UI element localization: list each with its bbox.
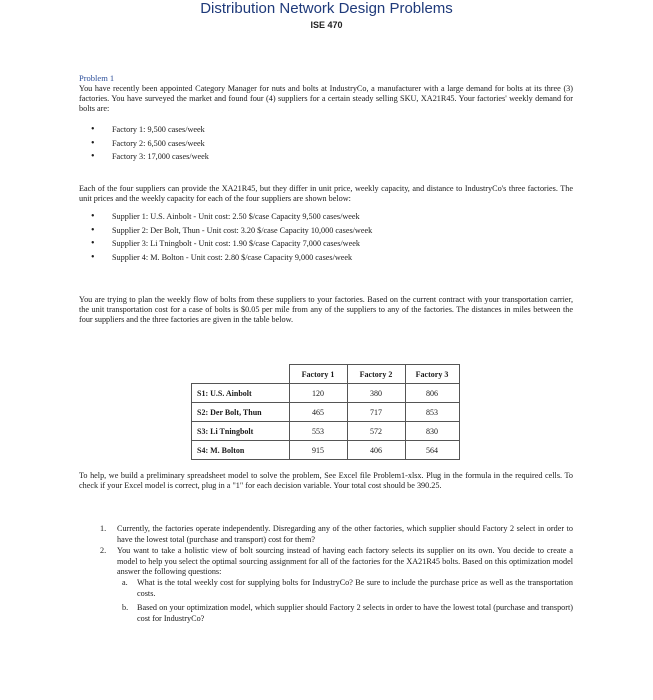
column-header: Factory 1: [289, 365, 347, 384]
table-cell: 406: [347, 441, 405, 460]
table-cell: 380: [347, 384, 405, 403]
table-header-row: [192, 365, 460, 384]
help-paragraph: To help, we build a preliminary spreadsheet model to solve the problem, See Excel file Problem1-xlsx. Plug in the formula in the required cells. To check if your Excel model is correct, plug in a "1" for each decision variable. Your total cost should be 390.25.: [79, 471, 573, 491]
table-cell: 564: [405, 441, 459, 460]
table-cell: 717: [347, 403, 405, 422]
list-item: • Supplier 2: Der Bolt, Thun - Unit cost: 3.20 $/case Capacity 10,000 cases/week: [79, 224, 372, 238]
table-cell: 120: [289, 384, 347, 403]
table-cell: 915: [289, 441, 347, 460]
transport-paragraph: You are trying to plan the weekly flow of bolts from these suppliers to your factories. Based on the current contract with your transportation carrier, the unit transportation cost for a case of bolts is $0.05 per mile from any of the suppliers to any of the factories. The distances in miles between the four suppliers and the three factories are given in the table below.: [79, 295, 573, 325]
question-number: 1.: [100, 524, 107, 533]
table-row: [192, 384, 460, 403]
table-cell: 830: [405, 422, 459, 441]
question-number: 2.: [100, 546, 107, 556]
column-header: Factory 3: [405, 365, 459, 384]
table-corner: [192, 365, 290, 384]
list-item: • Factory 1: 9,500 cases/week: [79, 123, 209, 137]
list-item: • Factory 3: 17,000 cases/week: [79, 150, 209, 164]
factory-demand-list: [79, 123, 209, 164]
row-label: S3: Li Tningbolt: [192, 422, 290, 441]
question-text: Currently, the factories operate independently. Disregarding any of the other factories, which supplier should Factory 2 select in order to have the lowest total (purchase and transport) cost for them?: [117, 524, 573, 544]
list-item: • Supplier 4: M. Bolton - Unit cost: 2.80 $/case Capacity 9,000 cases/week: [79, 251, 372, 265]
sub-question-item: [117, 603, 573, 624]
table-cell: 553: [289, 422, 347, 441]
list-item: • Supplier 3: Li Tningbolt - Unit cost: 1.90 $/case Capacity 7,000 cases/week: [79, 237, 372, 251]
table-cell: 572: [347, 422, 405, 441]
column-header: Factory 2: [347, 365, 405, 384]
list-item: • Supplier 1: U.S. Ainbolt - Unit cost: 2.50 $/case Capacity 9,500 cases/week: [79, 210, 372, 224]
sub-question-list: [117, 578, 573, 624]
sub-question-text: Based on your optimization model, which supplier should Factory 2 selects in order to have the lowest total (purchase and transport) cost for IndustryCo?: [137, 603, 573, 623]
sub-question-letter: b.: [122, 603, 129, 613]
intro-paragraph: You have recently been appointed Category Manager for nuts and bolts at IndustryCo, a manufacturer with a large demand for bolts at its three (3) factories. You have surveyed the market and found four (4) suppliers for a certain steady selling SKU, XA21R45. Your factories' weekly demand for bolts are:: [79, 84, 573, 114]
question-item: [79, 546, 573, 624]
course-code: ISE 470: [310, 20, 343, 30]
problem-heading: Problem 1: [79, 73, 115, 83]
list-item: • Factory 2: 6,500 cases/week: [79, 137, 209, 151]
sub-question-text: What is the total weekly cost for supplying bolts for IndustryCo? Be sure to include the purchase price as well as the transportation costs.: [137, 577, 573, 598]
document-title: Distribution Network Design Problems: [200, 0, 453, 17]
sub-question-letter: a.: [122, 577, 128, 587]
question-item: [79, 524, 573, 545]
question-list: [79, 524, 573, 624]
table-cell: 853: [405, 403, 459, 422]
table-row: [192, 441, 460, 460]
table-cell: 806: [405, 384, 459, 403]
table-row: [192, 422, 460, 441]
suppliers-paragraph: Each of the four suppliers can provide the XA21R45, but they differ in unit price, weekly capacity, and distance to IndustryCo's three factories. The unit prices and the weekly capacity for each of the four suppliers are shown below:: [79, 184, 573, 204]
question-text: You want to take a holistic view of bolt sourcing instead of having each factory selects its supplier on its own. You decide to create a model to help you select the optimal sourcing assignment for all of the factories for the XA21R45 bolts. Based on this optimization model answer the following questions:: [117, 546, 573, 577]
row-label: S1: U.S. Ainbolt: [192, 384, 290, 403]
row-label: S4: M. Bolton: [192, 441, 290, 460]
table-cell: 465: [289, 403, 347, 422]
row-label: S2: Der Bolt, Thun: [192, 403, 290, 422]
table-row: [192, 403, 460, 422]
sub-question-item: [117, 578, 573, 599]
supplier-list: [79, 210, 372, 264]
distance-table: [191, 364, 460, 460]
